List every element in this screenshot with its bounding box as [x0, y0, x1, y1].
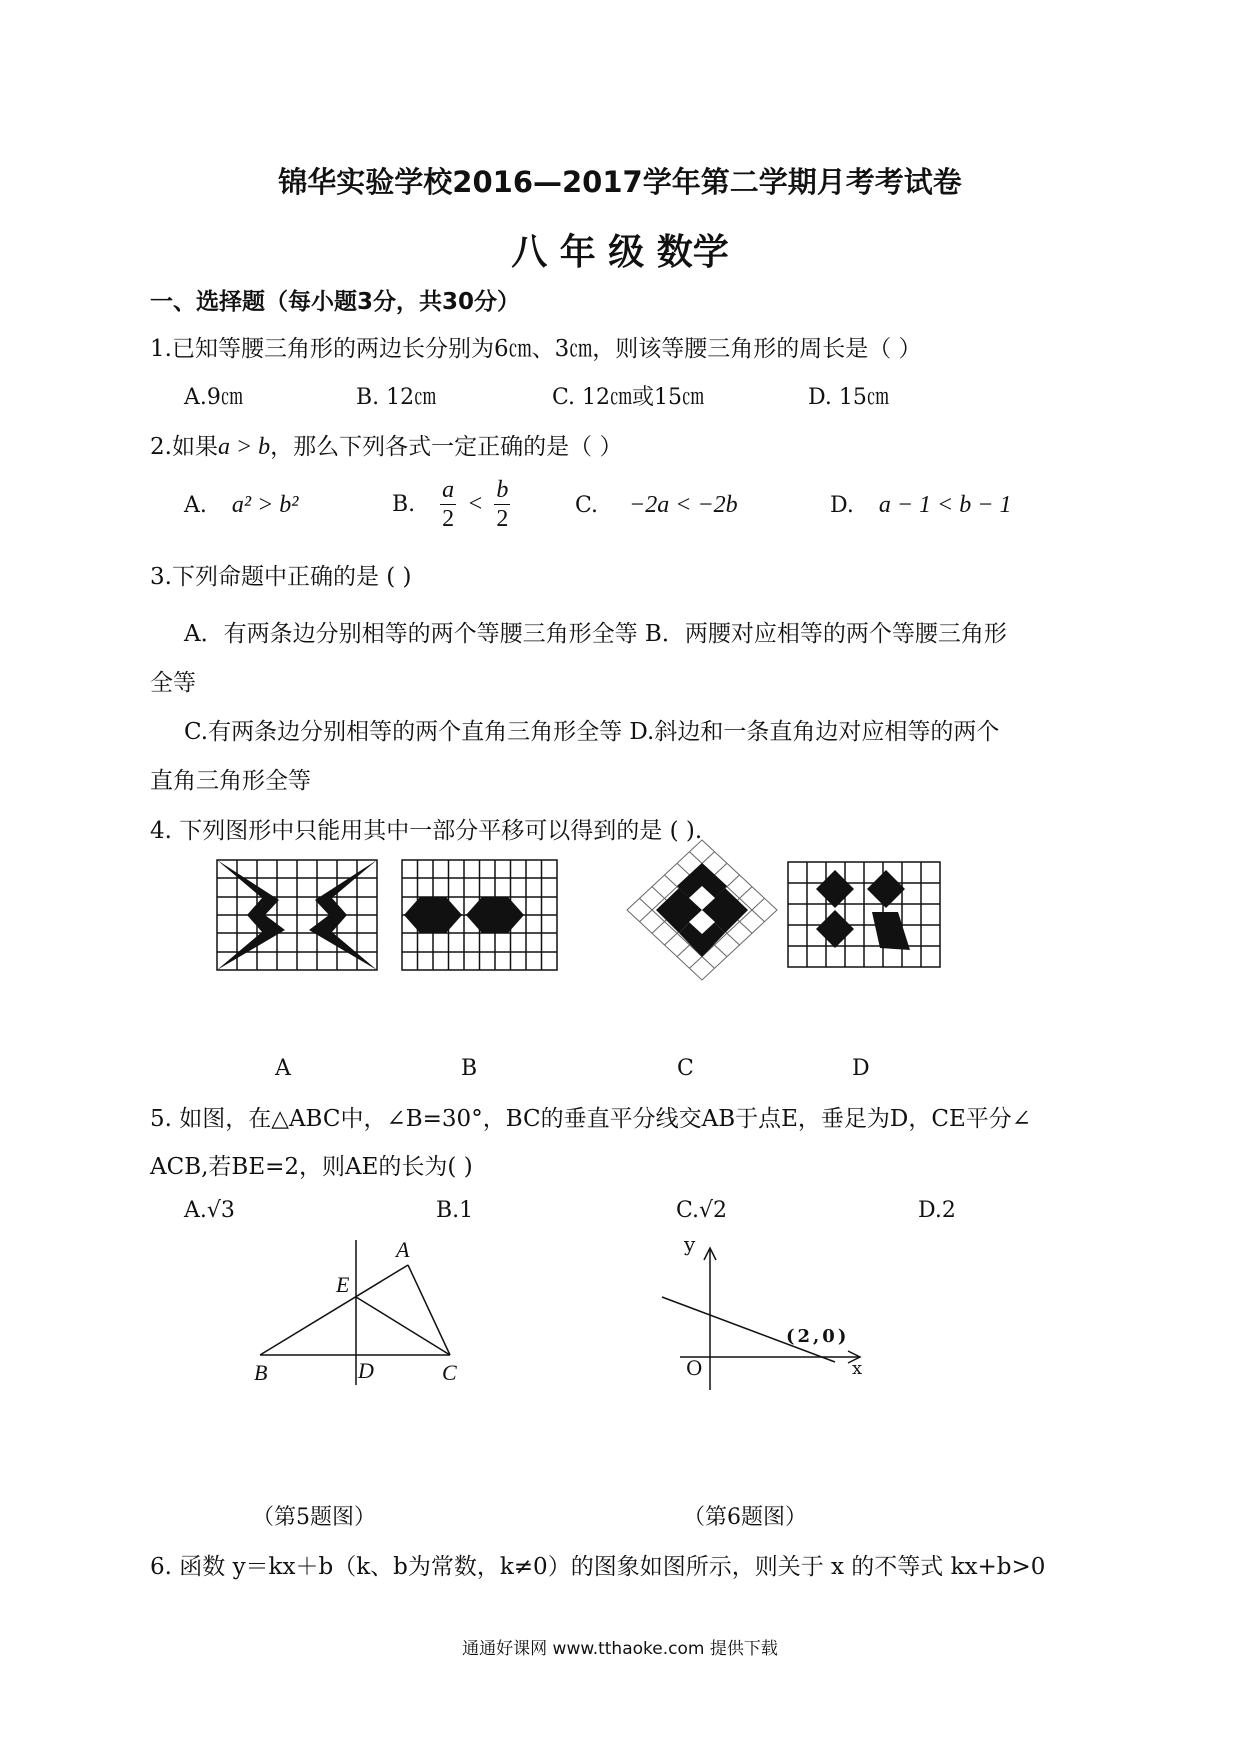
axis-y-label: y	[684, 1232, 696, 1256]
q2-option-b-label: B.	[392, 492, 416, 517]
q5-option-d: D.2	[918, 1198, 956, 1223]
q2-option-d	[830, 492, 1011, 519]
q3-line-3: C.有两条边分别相等的两个直角三角形全等 D.斜边和一条直角边对应相等的两个	[184, 719, 1000, 745]
point-label-a: A	[396, 1237, 410, 1262]
q2-option-b-frac-left	[440, 478, 456, 531]
q3-line-1: A．有两条边分别相等的两个等腰三角形全等 B．两腰对应相等的两个等腰三角形	[184, 621, 1007, 647]
q2-option-a-expr: a² > b²	[231, 492, 299, 518]
q6-line-graph	[650, 1240, 870, 1400]
q4-figure-d	[788, 862, 940, 967]
q4-figure-a	[217, 860, 377, 970]
q1-stem: 1.已知等腰三角形的两边长分别为6㎝、3㎝，则该等腰三角形的周长是（ ）	[150, 336, 922, 362]
caption-fig-6: （第6题图）	[683, 1505, 807, 1530]
q5-option-b: B.1	[436, 1198, 474, 1223]
q5-line-1: 5. 如图，在△ABC中，∠B=30°，BC的垂直平分线交AB于点E，垂足为D，CE平分∠	[150, 1106, 1032, 1132]
q1-option-a: A.9㎝	[184, 385, 243, 410]
section-heading: 一、选择题（每小题3分，共30分）	[150, 289, 521, 315]
q2-option-c-label: C.	[575, 493, 599, 518]
q2-option-c	[575, 492, 738, 519]
q2-option-c-expr: −2a < −2b	[629, 492, 738, 518]
q4-label-c: C	[677, 1056, 694, 1081]
q2-condition: a > b	[217, 434, 271, 460]
q2-option-a	[184, 492, 298, 519]
q1-option-d: D. 15㎝	[808, 385, 889, 410]
frac-denominator: 2	[442, 506, 455, 532]
q4-stem: 4. 下列图形中只能用其中一部分平移可以得到的是 ( ).	[150, 818, 703, 844]
q5-line-2: ACB,若BE=2，则AE的长为( )	[150, 1154, 473, 1180]
point-label-b: B	[254, 1360, 268, 1385]
q2-stem	[150, 428, 622, 461]
frac-numerator: a	[442, 477, 455, 503]
point-label-2-0: (2,0)	[786, 1326, 850, 1347]
q4-label-d: D	[852, 1056, 870, 1081]
point-label-d: D	[358, 1358, 374, 1383]
exam-subtitle: 八 年 级 数学	[511, 232, 729, 273]
caption-fig-5: （第5题图）	[252, 1505, 376, 1530]
q2-option-a-label: A.	[184, 493, 207, 518]
q6-stem: 6. 函数 y＝kx＋b（k、b为常数，k≠0）的图象如图所示，则关于 x 的不等式 kx+b>0	[150, 1554, 1046, 1580]
q2-stem-start: 2.如果	[150, 434, 218, 460]
q2-option-b	[392, 478, 514, 531]
exam-title: 锦华实验学校2016—2017学年第二学期月考考试卷	[278, 165, 962, 199]
q1-option-b: B. 12㎝	[356, 385, 437, 410]
q2-option-b-frac-right	[494, 478, 510, 531]
origin-label: O	[686, 1356, 703, 1380]
q5-option-a: A.√3	[184, 1198, 235, 1223]
frac-denominator: 2	[496, 506, 509, 532]
point-label-c: C	[442, 1360, 457, 1385]
q3-stem: 3.下列命题中正确的是 ( )	[150, 564, 412, 590]
q2-option-d-expr: a − 1 < b − 1	[878, 492, 1012, 518]
q1-option-c: C. 12㎝或15㎝	[552, 385, 705, 410]
q3-line-2: 全等	[150, 670, 196, 696]
q4-label-a: A	[275, 1056, 291, 1081]
q2-stem-rest: ，那么下列各式一定正确的是（ ）	[270, 434, 623, 460]
q4-figure-b	[402, 860, 557, 970]
frac-numerator: b	[496, 477, 509, 503]
q2-option-b-operator: <	[467, 491, 484, 517]
q2-option-d-label: D.	[830, 493, 854, 518]
q3-line-4: 直角三角形全等	[150, 768, 311, 794]
page-footer: 通通好课网 www.tthaoke.com 提供下载	[462, 1639, 778, 1659]
point-label-e: E	[336, 1272, 350, 1297]
axis-x-label: x	[852, 1358, 863, 1379]
q5-option-c: C.√2	[676, 1198, 728, 1223]
q4-figure-c	[627, 840, 777, 980]
q4-label-b: B	[461, 1056, 478, 1081]
